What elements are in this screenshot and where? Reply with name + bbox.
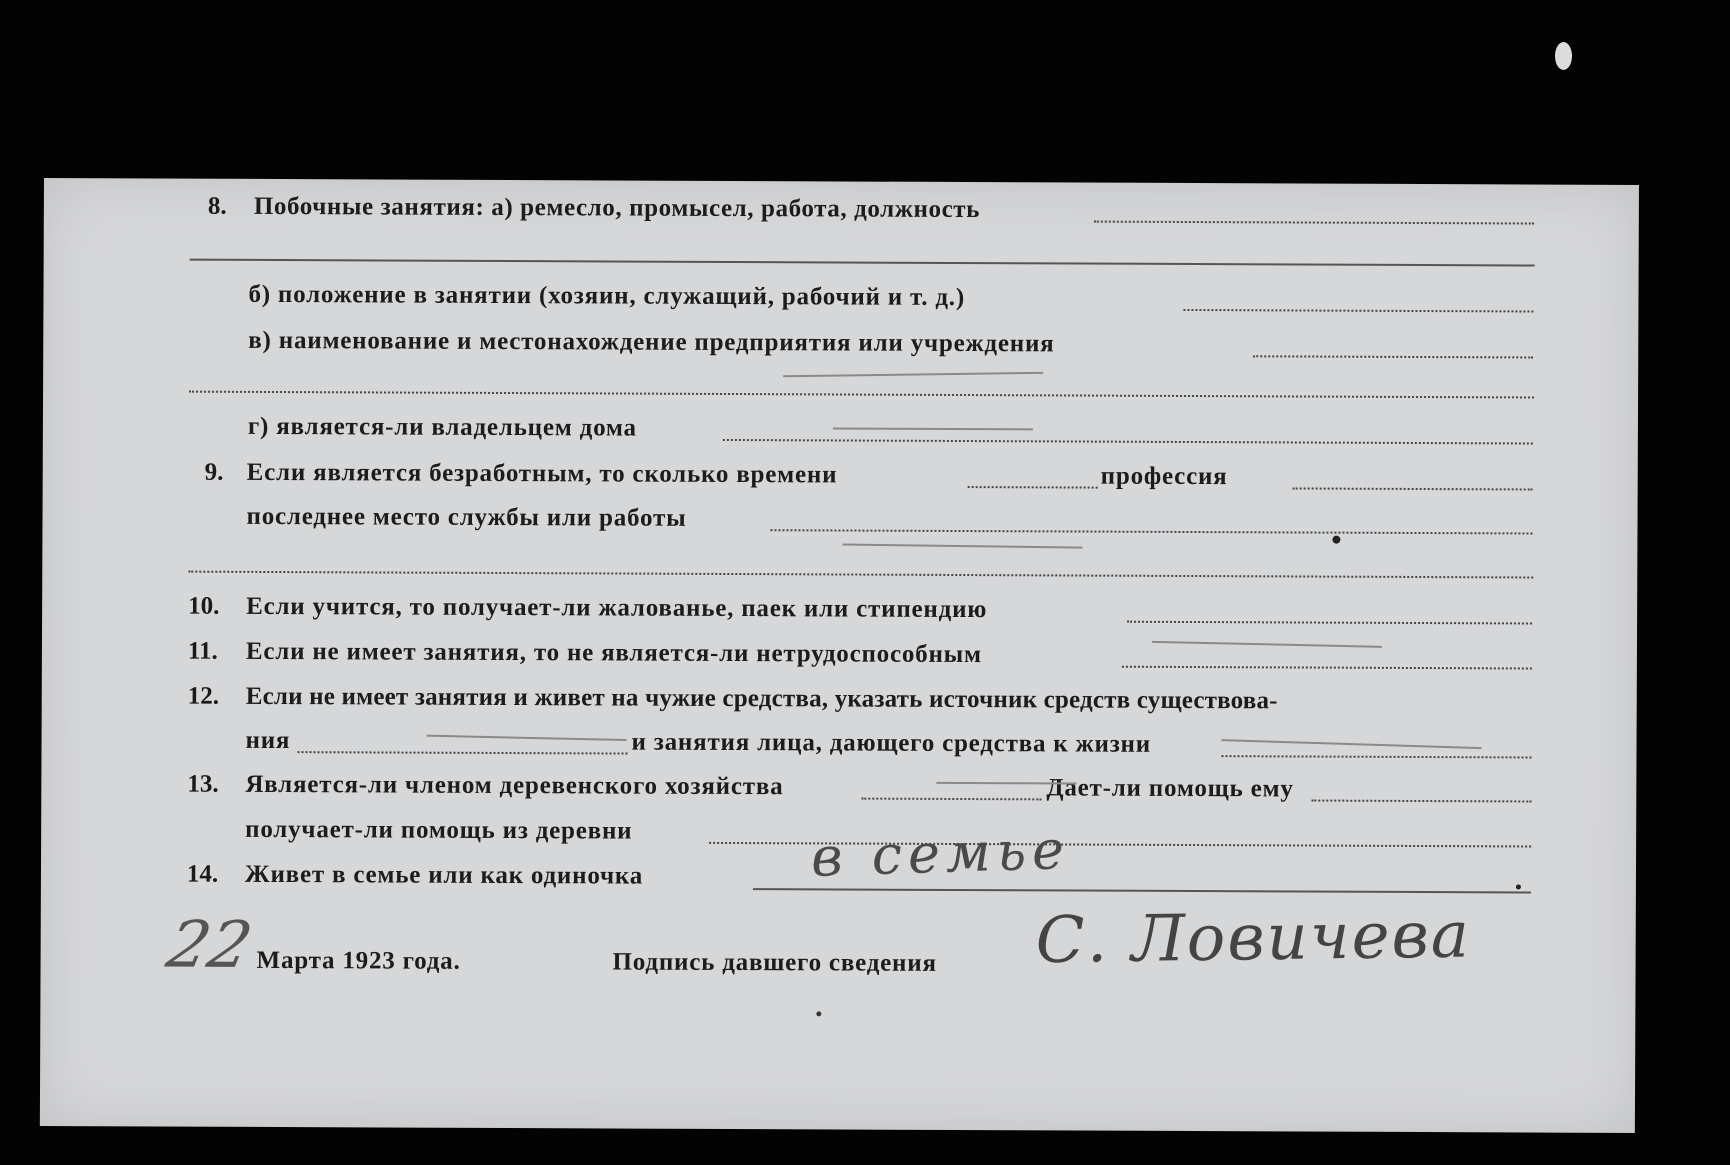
item-9-profession-line [1293, 487, 1533, 490]
item-12-number: 12. [187, 682, 220, 710]
date-label: Марта 1923 года. [256, 946, 461, 975]
item-8g-label: г) является-ли владельцем дома [247, 412, 637, 442]
item-14-handwritten-answer: в семье [810, 817, 1071, 889]
item-13-number: 13. [187, 770, 219, 798]
item-11-answer-line [1122, 666, 1532, 670]
item-8b-label: б) положение в занятии (хозяин, служащий, рабочий и т. д.) [248, 280, 966, 312]
item-11-label: Если не имеет занятия, то не является-ли нетрудоспособным [245, 637, 982, 669]
item-9-profession-label: профессия [1100, 462, 1228, 491]
item-13-gives-help-label: Дает-ли помощь ему [1046, 774, 1294, 803]
pencil-mark [842, 543, 1082, 548]
item-9-number: 9. [204, 458, 224, 486]
item-9-duration-line [968, 486, 1098, 489]
item-12-label-cont: ния [245, 726, 291, 755]
item-12-source-line [297, 751, 627, 754]
pencil-mark [1152, 641, 1382, 648]
item-9-last-job-label: последнее место службы или работы [246, 502, 687, 532]
item-10-number: 10. [188, 592, 220, 620]
signature-label: Подпись давшего сведения [612, 948, 937, 977]
item-8v-continuation-line [189, 391, 1534, 399]
pencil-mark [833, 427, 1033, 430]
item-8a-label: Побочные занятия: а) ремесло, промысел, работа, должность [253, 192, 981, 224]
item-10-answer-line [1127, 621, 1532, 625]
item-12-provider-label: и занятия лица, дающего средства к жизни [631, 728, 1152, 758]
item-10-label: Если учится, то получает-ли жалованье, паек или стипендию [246, 592, 988, 624]
date-day-handwritten: 22 [160, 908, 259, 983]
pencil-mark [1222, 739, 1482, 749]
item-9-last-job-line [770, 529, 1532, 534]
item-13-member-label: Является-ли членом деревенского хозяйства [245, 770, 784, 801]
item-14-answer-line [753, 888, 1531, 893]
item-14-label: Живет в семье или как одиночка [244, 860, 644, 890]
item-12-provider-line [1221, 755, 1531, 758]
item-8g-answer-line [723, 439, 1533, 445]
item-13-receives-help-label: получает-ли помощь из деревни [245, 815, 633, 845]
item-8a-continuation-line [190, 259, 1535, 267]
item-13-member-line [861, 798, 1041, 801]
item-9-unemployed-label: Если является безработным, то сколько времени [246, 458, 838, 489]
item-13-gives-help-line [1311, 800, 1531, 803]
item-8v-label: в) наименование и местонахождение предприятия или учреждения [248, 326, 1055, 358]
item-8a-answer-line [1094, 221, 1534, 225]
item-8b-answer-line [1183, 309, 1533, 313]
signature-handwritten: С. Ловичева [1035, 898, 1472, 979]
ink-dot [1332, 536, 1340, 544]
ink-dot [1516, 884, 1521, 889]
pencil-mark [783, 372, 1043, 377]
item-8v-answer-line [1253, 355, 1533, 358]
form-card [40, 178, 1639, 1133]
item-12-label: Если не имеет занятия и живет на чужие средства, указать источник средств существова- [245, 682, 1278, 715]
pencil-mark [936, 782, 1076, 785]
item-9-continuation-line [188, 571, 1533, 579]
item-14-number: 14. [186, 860, 219, 888]
dust-speck [1555, 42, 1572, 70]
item-11-number: 11. [187, 637, 218, 665]
pencil-mark [427, 735, 627, 741]
item-8-number: 8. [207, 192, 227, 220]
ink-dot [816, 1011, 821, 1016]
